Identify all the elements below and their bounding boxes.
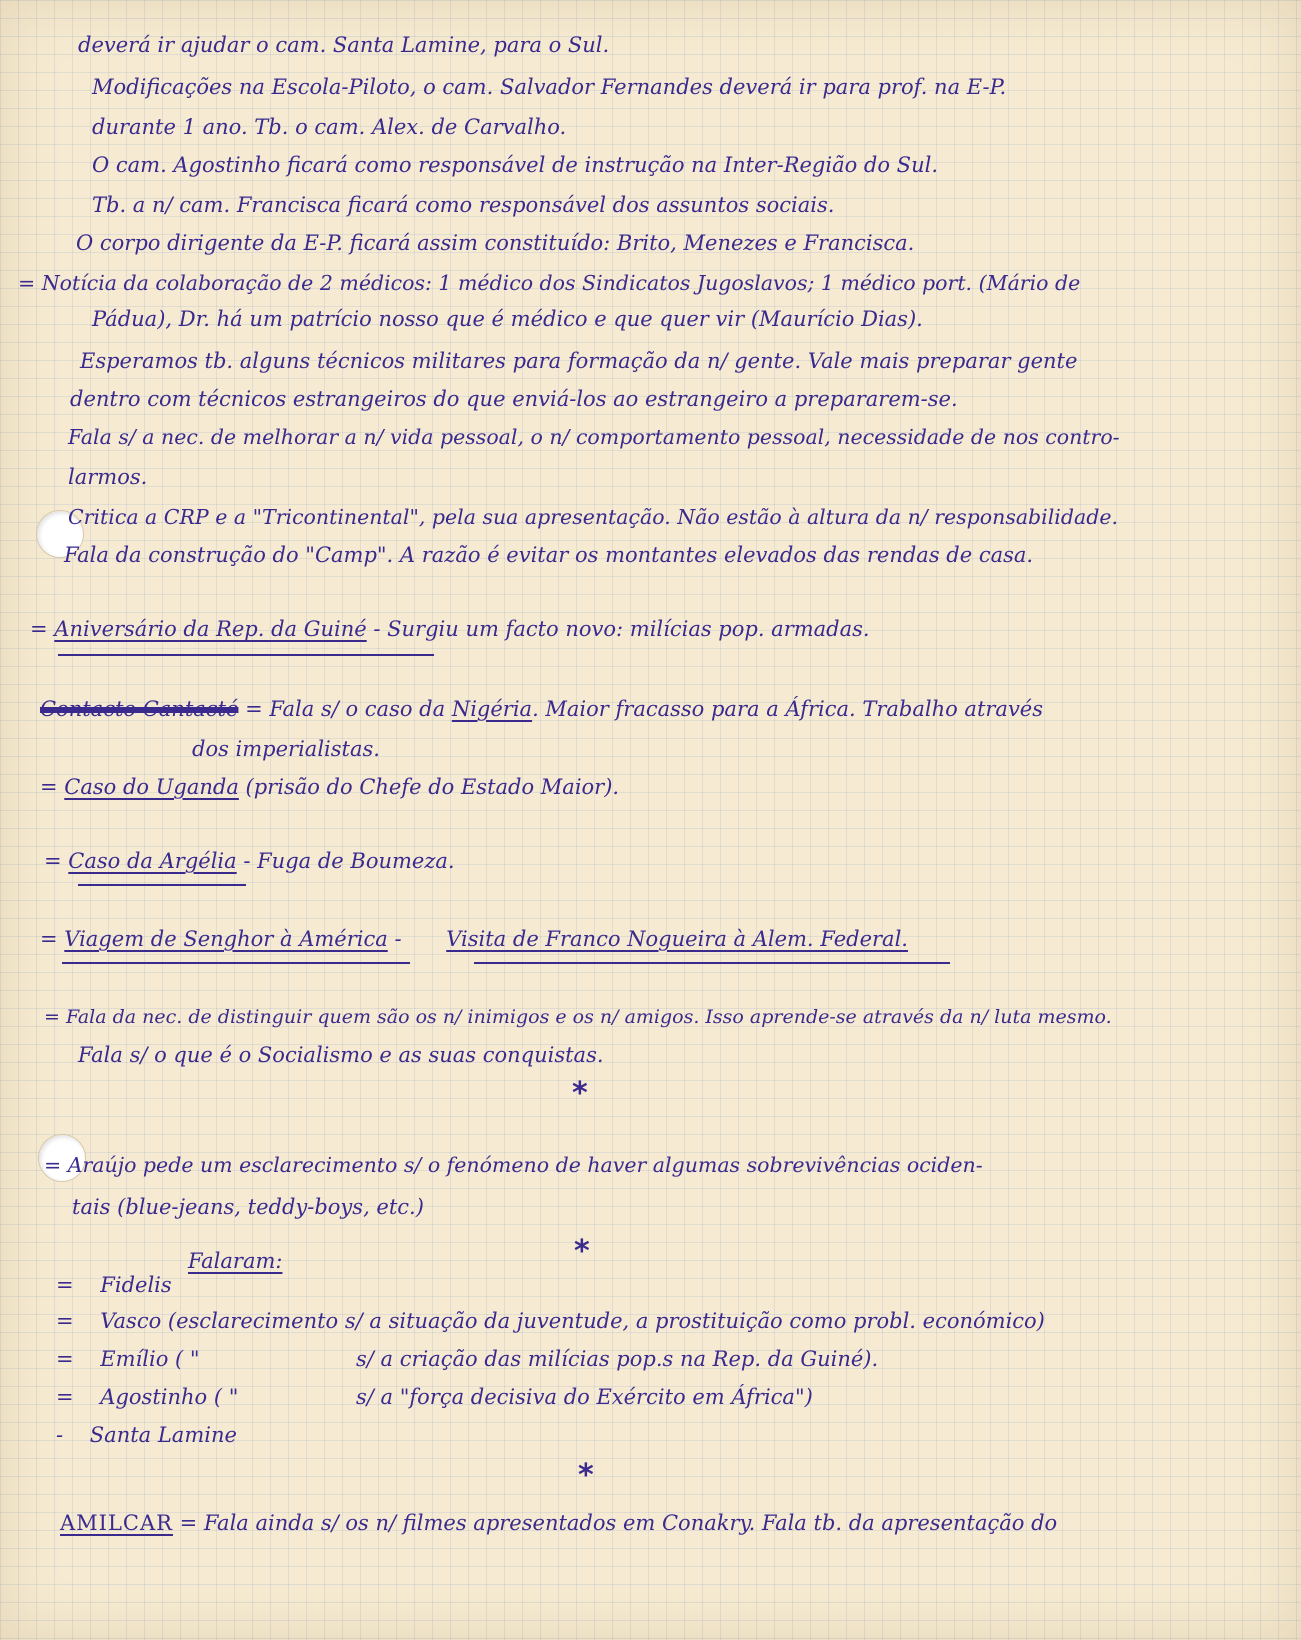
double-underline [62,962,410,964]
dash-mark: - [394,927,402,951]
text-line: Fala da construção do "Camp". A razão é evitar os montantes elevados das rendas de casa. [64,543,1034,567]
heading-line [30,614,870,644]
text-segment: . Maior fracasso para a África. Trabalho através [532,697,1044,721]
text-segment: = Fala ainda s/ os n/ filmes apresentados em Conakry. Fala tb. da apresentação do [172,1511,1058,1535]
speaker-text: Vasco (esclarecimento s/ a situação da juventude, a prostituição como probl. económico) [100,1309,1045,1333]
dash-mark: - [56,1423,64,1447]
text-line: Modificações na Escola-Piloto, o cam. Salvador Fernandes deverá ir para prof. na E-P. [92,75,1007,99]
text-line: Fala s/ a nec. de melhorar a n/ vida pessoal, o n/ comportamento pessoal, necessidade de nos contro- [68,425,1120,449]
speaker-name: Santa Lamine [89,1423,237,1447]
text-line [40,772,619,802]
heading-uganda: Caso do Uganda [64,775,239,799]
asterisk-separator: * [574,1234,590,1269]
text-segment: - Fuga de Boumeza. [236,849,455,873]
speaker-line [56,1344,200,1374]
speaker-line [56,1270,172,1300]
equals-mark: = [56,1347,74,1371]
equals-mark: = [56,1385,74,1409]
text-line [60,1508,1057,1538]
text-line: deverá ir ajudar o cam. Santa Lamine, para o Sul. [78,33,610,57]
equals-mark: = [30,617,48,641]
equals-mark: = [44,849,62,873]
text-segment: = Fala s/ o caso da [238,697,452,721]
text-line: = Notícia da colaboração de 2 médicos: 1 médico dos Sindicatos Jugoslavos; 1 médico port. (Mário de [18,271,1081,295]
speaker-amilcar: AMILCAR [60,1511,173,1535]
text-line: larmos. [68,465,148,489]
text-line: Critica a CRP e a "Tricontinental", pela sua apresentação. Não estão à altura da n/ responsabilidade. [68,505,1118,529]
text-segment: - Surgiu um facto novo: milícias pop. armadas. [366,617,870,641]
text-line: = Araújo pede um esclarecimento s/ o fenómeno de haver algumas sobrevivências ociden- [44,1153,983,1177]
heading-aniversario: Aniversário da Rep. da Guiné [54,617,367,641]
asterisk-separator: * [578,1458,594,1493]
text-line: tais (blue-jeans, teddy-boys, etc.) [72,1195,424,1219]
speaker-line [56,1420,237,1450]
speaker-line [56,1306,1045,1336]
speaker-text: s/ a "força decisiva do Exército em África") [356,1385,813,1409]
heading-argelia: Caso da Argélia [68,849,237,873]
equals-mark: = [56,1273,74,1297]
equals-mark: = [56,1309,74,1333]
speaker-name: Emílio ( " [100,1347,200,1371]
heading-franco-nogueira: Visita de Franco Nogueira à Alem. Federal. [446,927,908,951]
double-underline [58,654,434,656]
asterisk-separator: * [572,1076,588,1111]
underlined-word: Nigéria [451,697,533,721]
double-underline [78,884,246,886]
text-line: Pádua), Dr. há um patrício nosso que é médico e que quer vir (Maurício Dias). [92,307,923,331]
text-line: O corpo dirigente da E-P. ficará assim constituído: Brito, Menezes e Francisca. [76,231,915,255]
text-line: durante 1 ano. Tb. o cam. Alex. de Carvalho. [92,115,567,139]
speaker-line [56,1382,238,1412]
text-line: dos imperialistas. [192,737,380,761]
text-line [40,694,1043,724]
text-line: Tb. a n/ cam. Francisca ficará como responsável dos assuntos sociais. [92,193,835,217]
struck-out-word: Contacto Cantacté [40,697,239,721]
heading-falaram: Falaram: [188,1249,283,1273]
text-line: Esperamos tb. alguns técnicos militares para formação da n/ gente. Vale mais preparar gente [80,349,1078,373]
text-line: O cam. Agostinho ficará como responsável de instrução na Inter-Região do Sul. [92,153,938,177]
speaker-text: s/ a criação das milícias pop.s na Rep. da Guiné). [356,1347,879,1371]
text-line: Fala s/ o que é o Socialismo e as suas conquistas. [78,1043,604,1067]
text-segment: = [40,775,65,799]
heading-line [40,924,908,954]
heading-senghor: Viagem de Senghor à América [64,927,388,951]
text-line: dentro com técnicos estrangeiros do que enviá-los ao estrangeiro a prepararem-se. [70,387,958,411]
speaker-name: Agostinho ( " [100,1385,239,1409]
double-underline [474,962,950,964]
equals-mark: = [40,927,58,951]
text-segment: (prisão do Chefe do Estado Maior). [238,775,620,799]
speaker-name: Fidelis [100,1273,172,1297]
heading-line [44,846,455,876]
text-line: = Fala da nec. de distinguir quem são os n/ inimigos e os n/ amigos. Isso aprende-se através da n/ luta mesmo. [44,1006,1112,1028]
